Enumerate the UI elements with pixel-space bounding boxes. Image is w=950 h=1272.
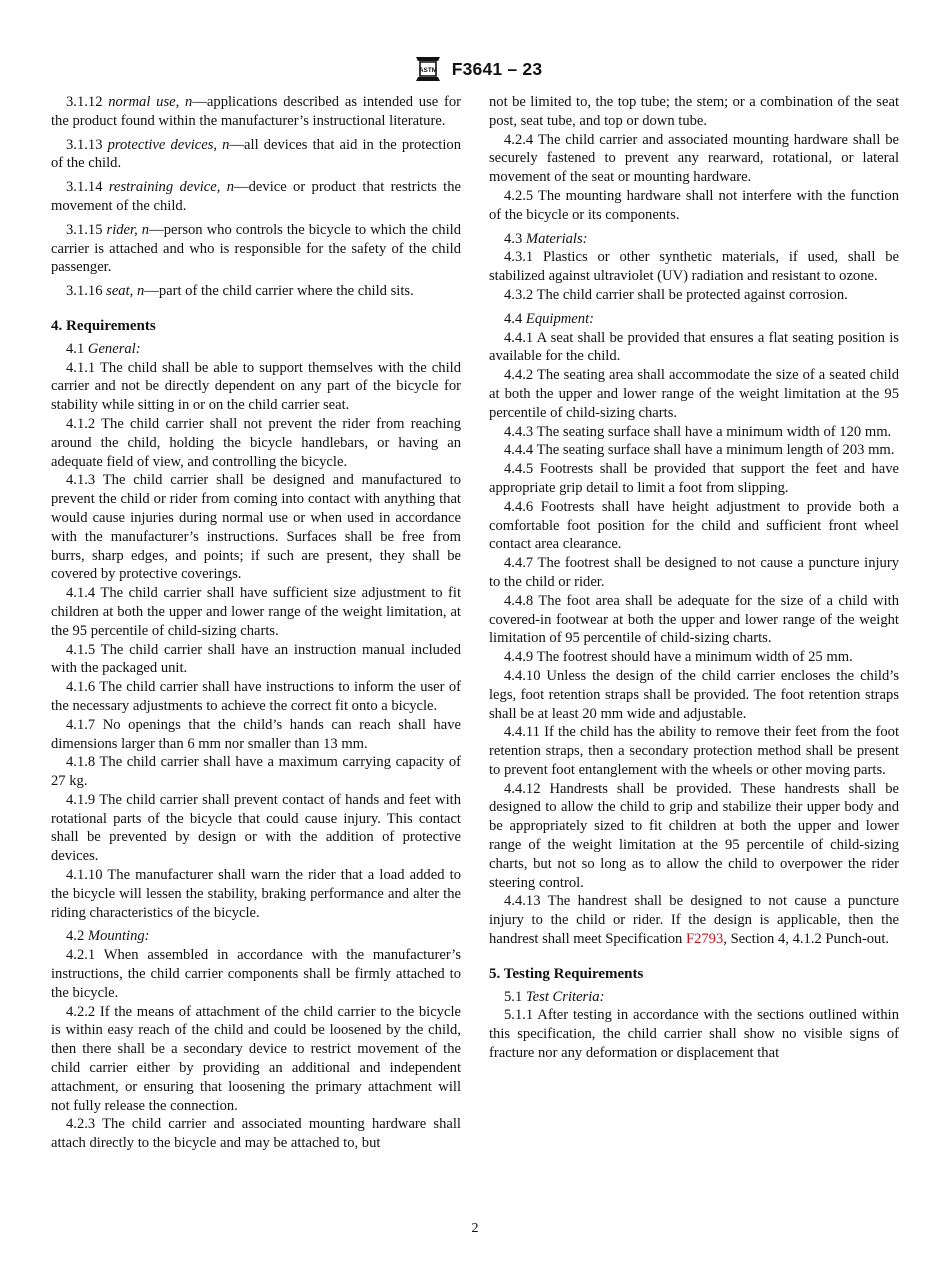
- section-heading-requirements: 4. Requirements: [51, 317, 156, 334]
- paragraph-5-1-1: 5.1.1 After testing in accordance with the sections outlined within this specification, the child carrier shall show no visible signs of fracture nor any deformation or displacement that: [489, 1007, 899, 1062]
- paragraph-4-2-1: 4.2.1 When assembled in accordance with the manufacturer’s instructions, the child carrier components shall be firmly attached to the bicycle.: [51, 947, 461, 1001]
- paragraph-4-2-3: 4.2.3 The child carrier and associated mounting hardware shall attach directly to the bicycle and may be attached to, but: [51, 1116, 461, 1152]
- paragraph-4-2-3-continued: not be limited to, the top tube; the stem; or a combination of the seat post, seat tube, and top or down tube.: [489, 94, 899, 129]
- paragraph-4-1-7: 4.1.7 No openings that the child’s hands can reach shall have dimensions larger than 6 mm nor smaller than 13 mm.: [51, 716, 461, 752]
- paragraph-4-4-4: 4.4.4 The seating surface shall have a minimum length of 203 mm.: [504, 442, 895, 459]
- paragraph-4-4-13: 4.4.13 The handrest shall be designed to not cause a puncture injury to the child or rider. If the design is applicable, then the handrest shall meet Specification F2793, Section 4, 4.1.2 Punch-out.: [489, 893, 899, 948]
- paragraph-4-1-6: 4.1.6 The child carrier shall have instructions to inform the user of the necessary adjustments to achieve the correct fit onto a bicycle.: [51, 679, 461, 714]
- paragraph-4-4-10: 4.4.10 Unless the design of the child carrier encloses the child’s legs, foot retention straps shall be provided. The foot retention straps shall be at least 20 mm wide and adjustable.: [489, 667, 899, 722]
- paragraph-4-2-5: 4.2.5 The mounting hardware shall not interfere with the function of the bicycle or its components.: [489, 187, 899, 223]
- subsection-4-2: 4.2 Mounting:: [66, 928, 150, 945]
- paragraph-4-4-5: 4.4.5 Footrests shall be provided that support the feet and have appropriate grip detail to limit a foot from slipping.: [489, 461, 899, 496]
- paragraph-4-1-2: 4.1.2 The child carrier shall not prevent the rider from reaching around the child, holding the bicycle handlebars, or having an adequate field of view, and controlling the bicycle.: [51, 415, 461, 470]
- subsection-4-4: 4.4 Equipment:: [504, 310, 594, 327]
- definition-3-1-12: 3.1.12 normal use, n—applications described as intended use for the product found within the manufacturer’s instructional literature.: [51, 94, 461, 129]
- definition-3-1-15: 3.1.15 rider, n—person who controls the bicycle to which the child carrier is attached and who is responsible for the safety of the child passenger.: [51, 221, 462, 276]
- paragraph-4-4-6: 4.4.6 Footrests shall have height adjustment to provide both a comfortable foot position for the child and sufficient front wheel contact area clearance.: [489, 498, 899, 553]
- paragraph-4-4-9: 4.4.9 The footrest should have a minimum width of 25 mm.: [504, 649, 853, 666]
- page-number: 2: [471, 1221, 479, 1236]
- right-column: [489, 93, 899, 1063]
- paragraph-4-2-4: 4.2.4 The child carrier and associated mounting hardware shall be securely fastened to prevent any rearward, rotational, or lateral movement of the seat or mounting hardware.: [489, 131, 899, 186]
- standard-designation: F3641 – 23: [451, 58, 543, 79]
- paragraph-4-2-2: 4.2.2 If the means of attachment of the child carrier to the bicycle is within easy reach of the child and could be loosened by the child, then there shall be a secondary device to restrict movement of the child carrier either by providing an additional and independent attachment, or ensuring that loosening the primary attachment will not fully release the connection.: [51, 1003, 461, 1114]
- paragraph-4-1-4: 4.1.4 The child carrier shall have sufficient size adjustment to fit children at both the upper and lower range of the weight limitation, at the 95 percentile of child-sizing charts.: [51, 585, 461, 639]
- paragraph-4-1-5: 4.1.5 The child carrier shall have an instruction manual included with the packaged unit.: [51, 641, 461, 677]
- definition-3-1-14: 3.1.14 restraining device, n—device or product that restricts the movement of the child.: [51, 179, 462, 214]
- definition-3-1-13: 3.1.13 protective devices, n—all devices that aid in the protection of the child.: [51, 136, 461, 172]
- svg-text:ASTM: ASTM: [418, 67, 437, 75]
- astm-logo-icon: [408, 54, 448, 84]
- paragraph-4-1-3: 4.1.3 The child carrier shall be designed and manufactured to prevent the child or rider from coming into contact with anything that would cause injuries during normal use or when used in accordance with the manufacturer’s instructions. Surfaces shall be free from burrs, sharp edges, and points; if such are present, they shall be covered by protective coverings.: [51, 472, 461, 583]
- left-column: [51, 93, 461, 1153]
- definition-3-1-16: 3.1.16 seat, n—part of the child carrier where the child sits.: [66, 283, 414, 300]
- paragraph-4-4-8: 4.4.8 The foot area shall be adequate for the size of a child with covered-in footwear at both the upper and lower range of the weight limitation of 95 percentile of child-sizing charts.: [489, 592, 899, 647]
- paragraph-4-4-12: 4.4.12 Handrests shall be provided. These handrests shall be designed to allow the child to grip and stabilize their upper body and be appropriately sized to fit children at both the upper and lower range of the weight limitation at the 95 percentile of child-sizing charts, but not so long as to allow the child to overpower the rider steering control.: [489, 780, 899, 891]
- page-header: [0, 54, 950, 84]
- paragraph-4-3-1: 4.3.1 Plastics or other synthetic materials, if used, shall be stabilized against ultraviolet (UV) radiation and resistant to ozone.: [489, 249, 899, 285]
- paragraph-4-3-2: 4.3.2 The child carrier shall be protected against corrosion.: [504, 286, 848, 303]
- paragraph-4-4-2: 4.4.2 The seating area shall accommodate the size of a seated child at both the upper and lower range of the weight limitation at the 95 percentile of child-sizing charts.: [489, 367, 899, 421]
- section-heading-testing-requirements: 5. Testing Requirements: [489, 965, 644, 982]
- paragraph-4-4-1: 4.4.1 A seat shall be provided that ensures a flat seating position is available for the child.: [489, 329, 899, 365]
- paragraph-4-1-1: 4.1.1 The child shall be able to support themselves with the child carrier and not be directly dependent on any part of the bicycle for stability while sitting in or on the child carrier seat.: [51, 359, 461, 414]
- paragraph-4-4-11: 4.4.11 If the child has the ability to remove their feet from the foot retention straps, then a secondary protection method shall be present to prevent foot entanglement with the wheels or other moving parts.: [489, 724, 899, 778]
- paragraph-4-4-7: 4.4.7 The footrest shall be designed to not cause a puncture injury to the child or rider.: [489, 555, 899, 590]
- paragraph-4-1-8: 4.1.8 The child carrier shall have a maximum carrying capacity of 27 kg.: [51, 754, 461, 790]
- paragraph-4-1-10: 4.1.10 The manufacturer shall warn the rider that a load added to the bicycle will lessen the stability, braking performance and alter the riding characteristics of the bicycle.: [51, 867, 461, 921]
- subsection-4-3: 4.3 Materials:: [504, 230, 588, 247]
- spec-f2793-link[interactable]: F2793: [685, 931, 724, 948]
- subsection-5-1: 5.1 Test Criteria:: [504, 988, 605, 1005]
- paragraph-4-1-9: 4.1.9 The child carrier shall prevent contact of hands and feet with rotational parts of the bicycle that could cause injury. This contact shall be prevented by design or with the addition of protective devices.: [51, 791, 461, 865]
- paragraph-4-4-3: 4.4.3 The seating surface shall have a minimum width of 120 mm.: [504, 423, 892, 440]
- subsection-4-1: 4.1 General:: [66, 340, 141, 357]
